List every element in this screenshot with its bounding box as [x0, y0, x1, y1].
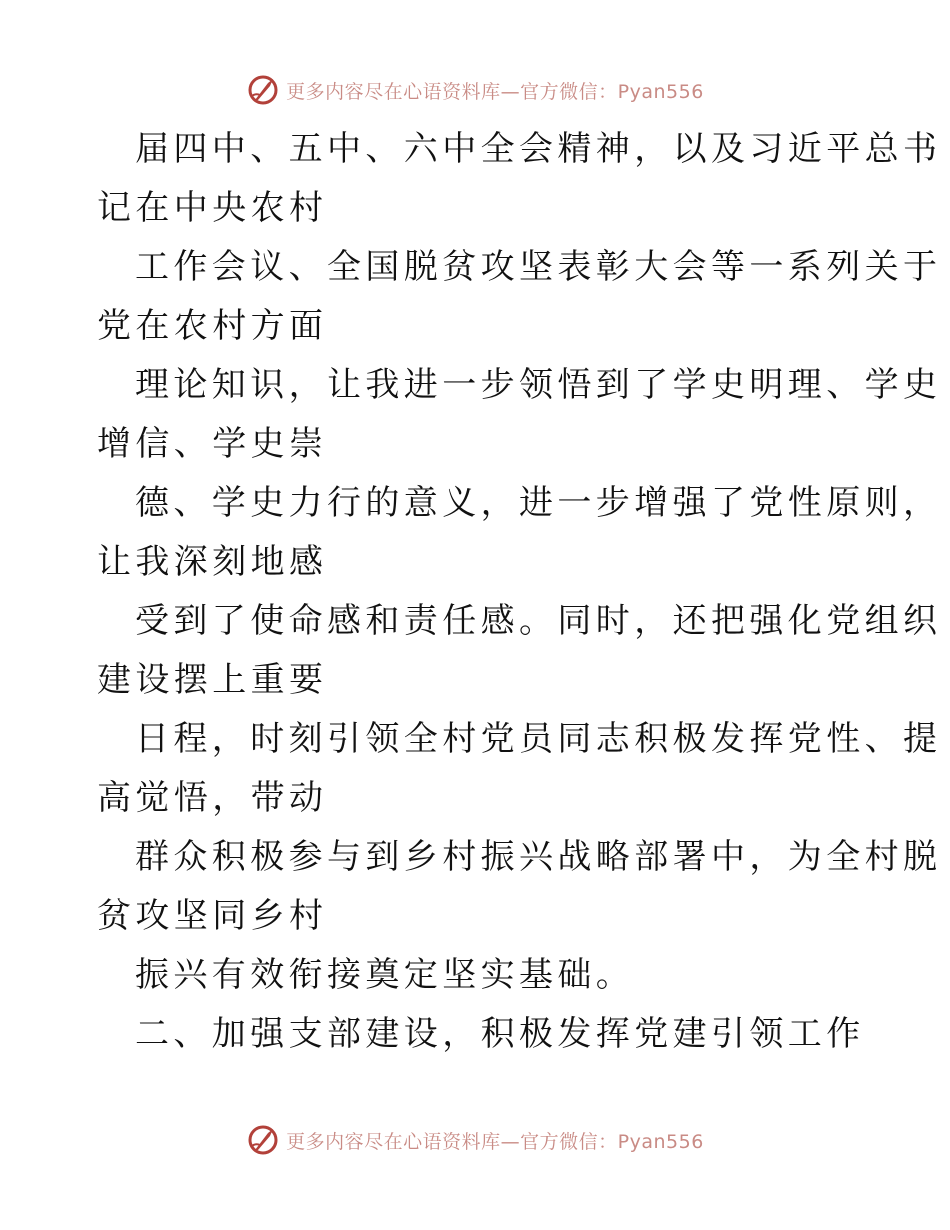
text-line-1: 届四中、五中、六中全会精神，以及习近平总书: [135, 129, 942, 169]
text-line-14: 贫攻坚同乡村: [97, 896, 328, 936]
text-line-12: 高觉悟，带动: [97, 778, 328, 818]
document-body: [97, 120, 942, 1064]
text-line-6: 增信、学史崇: [97, 424, 328, 464]
footer-banner: [0, 1120, 950, 1160]
footer-banner-text: 更多内容尽在心语资料库—官方微信：Pyan556: [286, 1130, 704, 1153]
text-line-7: 德、学史力行的意义，进一步增强了党性原则，: [135, 483, 942, 523]
header-banner-text: 更多内容尽在心语资料库—官方微信：Pyan556: [286, 80, 704, 103]
text-line-3: 工作会议、全国脱贫攻坚表彰大会等一系列关于: [135, 247, 942, 287]
text-line-15: 振兴有效衔接奠定坚实基础。: [135, 955, 635, 995]
text-line-8: 让我深刻地感: [97, 542, 328, 582]
quill-logo-icon: [246, 73, 280, 107]
text-line-2: 记在中央农村: [97, 188, 328, 228]
text-line-11: 日程，时刻引领全村党员同志积极发挥党性、提: [135, 719, 942, 759]
text-line-10: 建设摆上重要: [97, 660, 328, 700]
section-heading: 二、加强支部建设，积极发挥党建引领工作: [135, 1014, 865, 1054]
text-line-4: 党在农村方面: [97, 306, 328, 346]
header-banner: [0, 70, 950, 110]
text-line-13: 群众积极参与到乡村振兴战略部署中，为全村脱: [135, 837, 942, 877]
text-line-9: 受到了使命感和责任感。同时，还把强化党组织: [135, 601, 942, 641]
quill-logo-icon: [246, 1123, 280, 1157]
text-line-5: 理论知识，让我进一步领悟到了学史明理、学史: [135, 365, 942, 405]
